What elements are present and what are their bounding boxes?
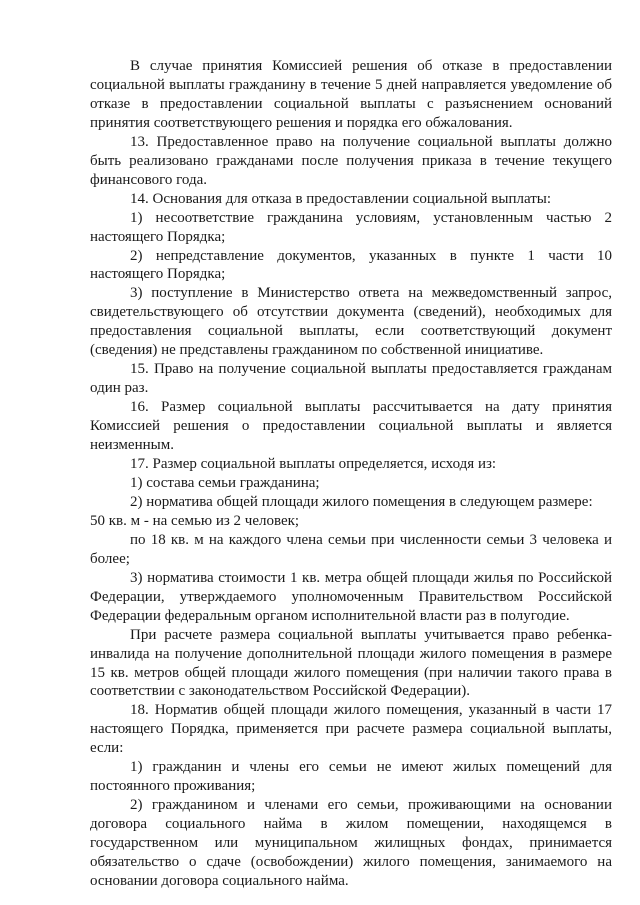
paragraph-17-item-1: 1) состава семьи гражданина;	[130, 474, 320, 491]
paragraph-17-disabled-child: При расчете размера социальной выплаты учитывается право ребенка-инвалида на получение дополнительной площади жилого помещения в размере 15 кв. метров общей площади жилого помещения (при наличии такого права в соответствии с законодательством Российской Федерации).	[90, 626, 612, 700]
paragraph-17-item-2-per-member: по 18 кв. м на каждого члена семьи при численности семьи 3 человека и более;	[90, 531, 612, 567]
paragraph-17-item-2: 2) норматива общей площади жилого помещения в следующем размере:	[130, 493, 593, 510]
paragraph-18-item-1: 1) гражданин и члены его семьи не имеют жилых помещений для постоянного проживания;	[90, 759, 612, 795]
paragraph-14: 14. Основания для отказа в предоставлении социальной выплаты:	[130, 190, 552, 207]
paragraph-refusal-notice: В случае принятия Комиссией решения об отказе в предоставлении социальной выплаты гражданину в течение 5 дней направляется уведомление об отказе в предоставлении социальной выплаты с разъяснением оснований принятия соответствующего решения и порядка его обжалования.	[90, 58, 612, 131]
paragraph-18: 18. Норматив общей площади жилого помещения, указанный в части 17 настоящего Порядка, применяется при расчете размера социальной выплаты, если:	[90, 702, 612, 757]
paragraph-15: 15. Право на получение социальной выплаты предоставляется гражданам один раз.	[90, 361, 612, 397]
paragraph-17: 17. Размер социальной выплаты определяется, исходя из:	[130, 456, 497, 473]
paragraph-14-item-3: 3) поступление в Министерство ответа на межведомственный запрос, свидетельствующего об отсутствии документа (сведений), необходимых для предоставления социальной выплаты, если соответствующий документ (сведения) не представлены гражданином по собственной инициативе.	[90, 285, 612, 359]
paragraph-18-item-2: 2) гражданином и членами его семьи, проживающими на основании договора социального найма в жилом помещении, находящемся в государственном или муниципальном жилищных фондах, принимается обязательство о сдаче (освобождении) жилого помещения, занимаемого на основании договора социального найма.	[90, 797, 612, 889]
paragraph-13: 13. Предоставленное право на получение социальной выплаты должно быть реализовано гражданами после получения приказа в течение текущего финансового года.	[90, 133, 612, 188]
paragraph-16: 16. Размер социальной выплаты рассчитывается на дату принятия Комиссией решения о предоставлении социальной выплаты и является неизменным.	[90, 399, 612, 454]
paragraph-14-item-2: 2) непредставление документов, указанных в пункте 1 части 10 настоящего Порядка;	[90, 247, 612, 283]
paragraph-14-item-1: 1) несоответствие гражданина условиям, установленным частью 2 настоящего Порядка;	[90, 209, 612, 245]
paragraph-17-item-2-family-of-two: 50 кв. м - на семью из 2 человек;	[90, 512, 300, 529]
paragraph-17-item-3: 3) норматива стоимости 1 кв. метра общей площади жилья по Российской Федерации, утверждаемого уполномоченным Правительством Российской Федерации федеральным органом исполнительной власти раз в полугодие.	[90, 569, 612, 624]
document-page	[90, 57, 612, 891]
